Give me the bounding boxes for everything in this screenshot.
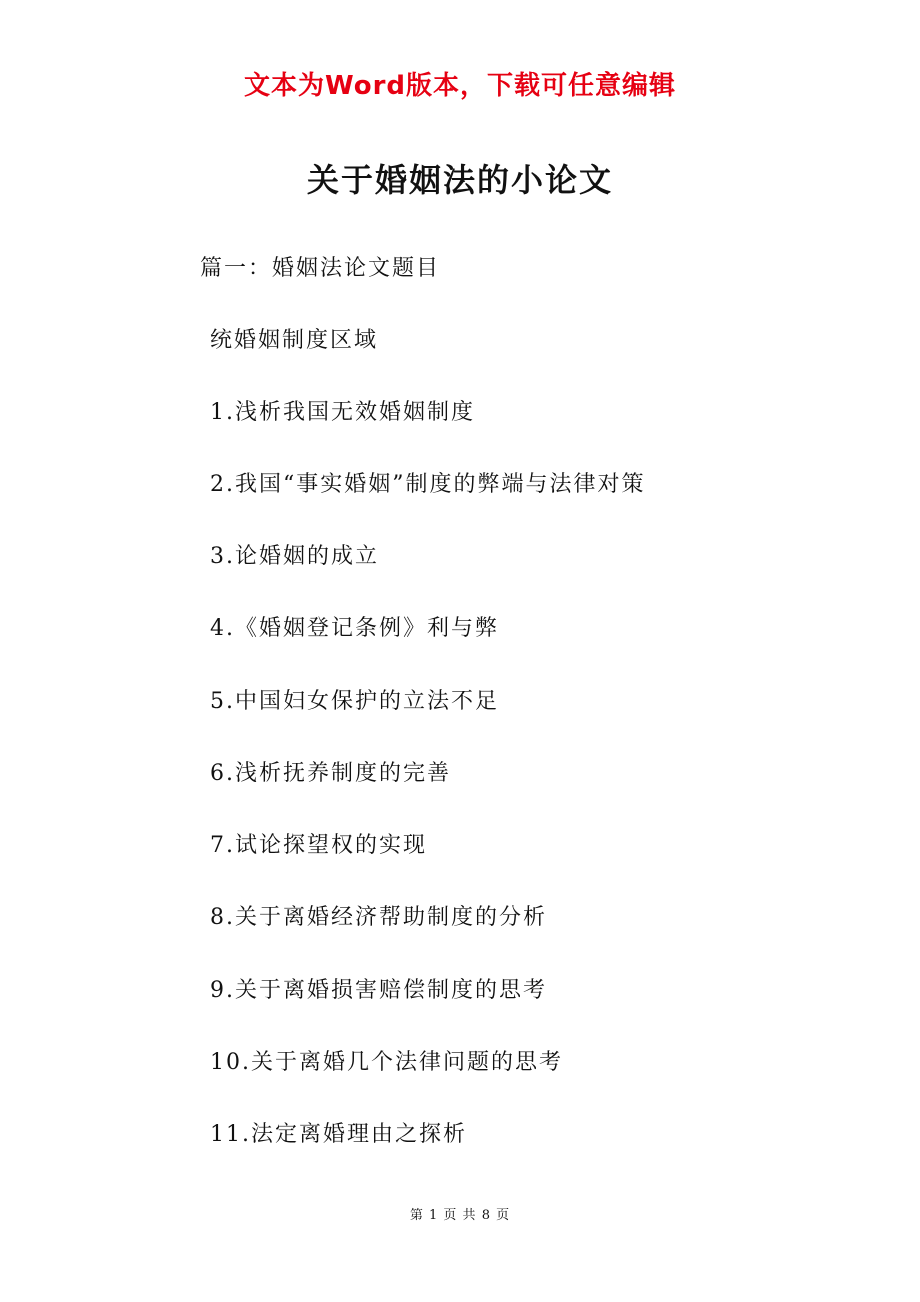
word-version-banner: 文本为Word版本，下载可任意编辑: [243, 71, 677, 101]
list-item: 4.《婚姻登记条例》利与弊: [210, 616, 499, 641]
list-item: 9.关于离婚损害赔偿制度的思考: [210, 978, 547, 1003]
subheading: 统婚姻制度区域: [210, 328, 379, 353]
list-item: 2.我国“事实婚姻”制度的弊端与法律对策: [210, 472, 646, 497]
list-item: 6.浅析抚养制度的完善: [210, 761, 451, 786]
page-number-footer: 第 1 页 共 8 页: [409, 1208, 511, 1223]
list-item: 8.关于离婚经济帮助制度的分析: [210, 905, 547, 930]
list-item: 1.浅析我国无效婚姻制度: [210, 400, 475, 425]
list-item: 3.论婚姻的成立: [210, 544, 379, 569]
document-title: 关于婚姻法的小论文: [306, 161, 613, 199]
list-item: 11.法定离婚理由之探析: [210, 1122, 467, 1147]
list-item: 7.试论探望权的实现: [210, 833, 427, 858]
list-item: 5.中国妇女保护的立法不足: [210, 689, 499, 714]
list-item: 10.关于离婚几个法律问题的思考: [210, 1050, 563, 1075]
section-heading: 篇一：婚姻法论文题目: [200, 256, 441, 281]
